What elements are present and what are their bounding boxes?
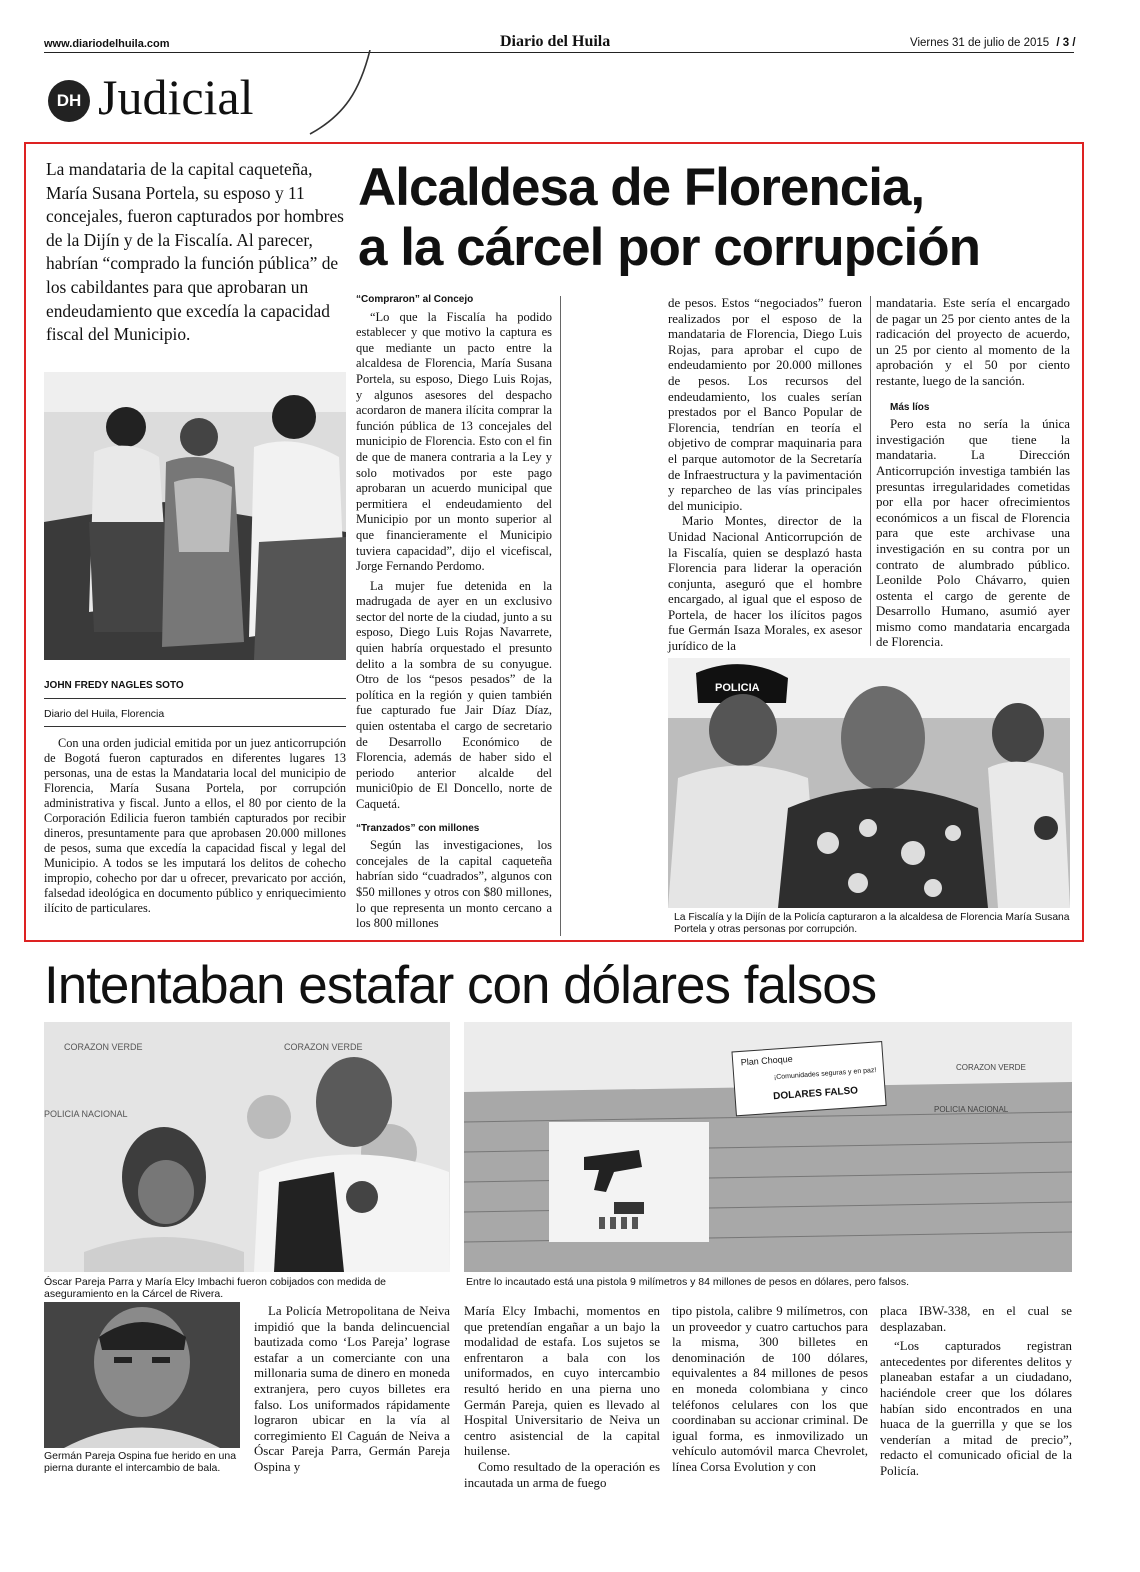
date-and-page [910, 37, 1076, 49]
article1-col1 [44, 736, 346, 916]
subheading: Más líos [890, 401, 930, 413]
backdrop-text: POLICIA NACIONAL [44, 1109, 128, 1119]
date: Viernes 31 de julio de 2015 [910, 37, 1050, 49]
article1-photo-caption: La Fiscalía y la Dijín de la Policía capturaron a la alcaldesa de Florencia María Susana Portela y otras personas por corrupción. [674, 912, 1070, 935]
byline: JOHN FREDY NAGLES SOTO [44, 680, 184, 691]
sign-title: Plan Choque [740, 1053, 794, 1068]
subheading: “Tranzados” con millones [356, 822, 480, 834]
paragraph: “Lo que la Fiscalía ha podido establecer y que motivo la captura es que mediante un pacto entre la alcaldesa de Florencia, María Susana Portela, su esposo, Diego Luis Rojas, y algunos asesores del despacho acordaron de manera ilícita comprar la función pública de 13 concejales del municipio de Florencia. Esto con el fin de que de manera contraria a la Ley y solo motivados por este pago aprobaran un acuerdo municipal que permitiera el endeudamiento del Municipio por un monto superior al que financieramente el Municipio tuviera capacidad”, dijo el vicefiscal, Jorge Fernando Perdomo. [356, 309, 552, 574]
byline-rule [44, 698, 346, 699]
police-photo-art [668, 658, 1070, 908]
site-url: www.diariodelhuila.com [44, 38, 170, 50]
police-photo [668, 658, 1070, 908]
paragraph: Según las investigaciones, los concejales de la capital caqueteña habrían sido “cuadrados”, algunos con $50 millones y otros con $80 millones, lo que representa un monto cercano a los 800 millones [356, 838, 552, 931]
article2-caption-2: Entre lo incautado está una pistola 9 milímetros y 84 millones de pesos en dólares, pero falsos. [466, 1276, 909, 1288]
column-rule [870, 296, 871, 646]
article2-caption-3: Germán Pareja Ospina fue herido en una pierna durante el intercambio de bala. [44, 1450, 237, 1474]
backdrop-text: POLICIA NACIONAL [934, 1105, 1009, 1114]
cap-label: POLICIA [715, 682, 760, 694]
backdrop-text: CORAZON VERDE [64, 1042, 143, 1052]
dollars-photo-art [464, 1022, 1072, 1272]
dollars-photo [464, 1022, 1072, 1272]
section-title: Judicial [98, 69, 254, 125]
headline-line-1: Alcaldesa de Florencia, [358, 158, 925, 217]
subheading: “Compraron” al Concejo [356, 294, 474, 305]
article2-headline: Intentaban estafar con dólares falsos [44, 956, 877, 1015]
masthead: Diario del Huila [500, 33, 611, 50]
dateline: Diario del Huila, Florencia [44, 708, 165, 720]
paragraph: Con una orden judicial emitida por un juez anticorrupción de Bogotá fueron capturados en diferentes lugares 13 personas, una de estas la Mandataria local del municipio de Florencia, María Susana Portela, por corrupción administrativa y fiscal. Junto a ellos, el 80 por ciento de la Corporación Edilicia fueron también capturados por recibir dineros, presuntamente para que aprobasen 20.000 millones de pesos, suma que excedía la capacidad fiscal y legal del Municipio. A todos se les imputará los delitos de cohecho impropio, cohecho por dar u ofrecer, prevaricato por acción, falsedad ideológica en documento público y enriquecimiento ilícito de particulares. [44, 736, 346, 915]
article2-caption-1: Óscar Pareja Parra y María Elcy Imbachi fueron cobijados con medida de aseguramiento en la Cárcel de Rivera. [44, 1276, 386, 1300]
article2-col3 [672, 1304, 868, 1476]
paragraph: placa IBW-338, en el cual se desplazaban. [880, 1304, 1072, 1334]
paragraph: Mario Montes, director de la Unidad Nacional Anticorrupción de la Fiscalía, quien se desplazó hasta Florencia para liderar la operación conjunta, aseguró que el hombre encargado, al igual que el esposo de Portela, de hacer los ilícitos pagos fue Germán Isaza Morales, ex asesor jurídico de la [668, 514, 862, 654]
paragraph: Como resultado de la operación es incautada un arma de fuego [464, 1459, 660, 1490]
suspects-photo-art [44, 1022, 450, 1272]
paragraph: “Los capturados registran antecedentes por diferentes delitos y planeaban estafar a un ciudadano, haciéndole creer que los dólares habían sido encontrados en una huaca de la guerrilla y que se los venderían a mitad de precio”, redacto el comunicado oficial de la Policía. [880, 1339, 1072, 1478]
paragraph: mandataria. Este sería el encargado de pagar un 25 por ciento antes de la radicación del proyecto de acuerdo, un 25 por ciento al momento de la aprobación y el 50 por ciento restante, luego de la sanción. [876, 296, 1070, 388]
sign-slogan: ¡Comunidades seguras y en paz! [773, 1066, 877, 1082]
paragraph: tipo pistola, calibre 9 milímetros, con un proveedor y cuatro cartuchos para la misma, 300 billetes en denominación de 100 dólares, equivalentes a 84 millones de pesos en moneda colombiana y cinco teléfonos celulares con los que coordinaban su accionar criminal. De igual forma, es inmovilizado un vehículo automóvil marca Chevrolet, línea Corsa Evolution y con [672, 1304, 868, 1474]
arrest-photo-art [44, 372, 346, 660]
dh-logo: DH [48, 80, 90, 122]
article2-col4 [880, 1304, 1072, 1480]
headline-line-2: a la cárcel por corrupción [358, 218, 981, 277]
article1-lead: La mandataria de la capital caqueteña, María Susana Portela, su esposo y 11 concejales, fueron capturados por hombres de la Dijín y de la Fiscalía. Al parecer, habrían “comprado la función pública” de los cabildantes para que aprobaran un endeudamiento que excedía la capacidad fiscal del Municipio. [46, 159, 344, 345]
paragraph: de pesos. Estos “negociados” fueron realizados por el esposo de la mandataria de Florencia, Diego Luis Rojas, para aprobar el cupo de endeudamiento por 20.000 millones de pesos. Los recursos del endeudamiento, los cuales serían prestados por el Banco Popular de Florencia, tendrían en teoría el objetivo de comprar maquinaria para el parque automotor de la Secretaría de Infraestructura y la pavimentación y reparcheo de las vías principales del municipio. [668, 296, 862, 513]
paragraph: La Policía Metropolitana de Neiva impidió que la banda delincuencial bautizada como ‘Los Pareja’ lograse estafar a un comerciante con una millonaria suma de dinero en moneda extranjera, pero cuyos billetes era falso. Los uniformados rápidamente lograron ubicar en la vía al corregimiento El Caguán de Neiva a Óscar Pareja Parra, Germán Pareja Ospina y [254, 1304, 450, 1474]
arrest-photo [44, 372, 346, 660]
injured-man-photo [44, 1302, 240, 1448]
decorative-slash [300, 50, 390, 135]
page-number: / 3 / [1056, 37, 1076, 49]
article2-col1 [254, 1304, 450, 1476]
paragraph: La mujer fue detenida en la madrugada de ayer en un exclusivo sector del norte de la ciudad, junto a su esposo, Diego Luis Rojas Navarrete, quien habría orquestado el presunto delito a la sombra de su conyugue. Otro de los “pesos pesados” de la política en la región y quien también fue capturado fue Jair Díaz Díaz, quien ostentaba el cargo de secretario de Desarrollo Económico de Florencia, además de haber sido el periodo anterior alcalde del munici0pio de El Doncello, norte de Caquetá. [356, 578, 552, 811]
article2-col2 [464, 1304, 660, 1491]
article1-col4 [876, 296, 1070, 651]
suspects-photo [44, 1022, 450, 1272]
injured-man-photo-art [44, 1302, 240, 1448]
column-rule [560, 296, 561, 936]
article1-col2 [356, 292, 552, 932]
paragraph: María Elcy Imbachi, momentos en que pretendían engañar a un bajo la modalidad de estafa. Los sujetos se enfrentaron a bala con los uniformados, en cuyo intercambio resultó herido en una pierna uno Germán Pareja, quien es llevado al Hospital Universitario de Neiva un centro asistencial de la capital huilense. [464, 1304, 660, 1459]
dateline-rule [44, 726, 346, 727]
backdrop-text: CORAZON VERDE [284, 1042, 363, 1052]
paragraph: Pero esta no sería la única investigación que tiene la mandataria. La Dirección Anticorrupción investiga también las presuntas irregularidades cometidas por ella por hacer ofrecimientos económicos a un fiscal de Florencia para que este archivase una investigación en su contra por un contrato de alumbrado público. Leonilde Polo Chávarro, quien ostenta el cargo de gerente de Desarrollo Humano, asumió ayer mismo como mandataria encargada de Florencia. [876, 417, 1070, 650]
sign-label: DOLARES FALSO [772, 1085, 859, 1103]
article1-col3 [668, 296, 862, 655]
backdrop-text: CORAZON VERDE [956, 1063, 1026, 1072]
header-rule [44, 52, 1074, 53]
article1-headline [358, 158, 1078, 278]
